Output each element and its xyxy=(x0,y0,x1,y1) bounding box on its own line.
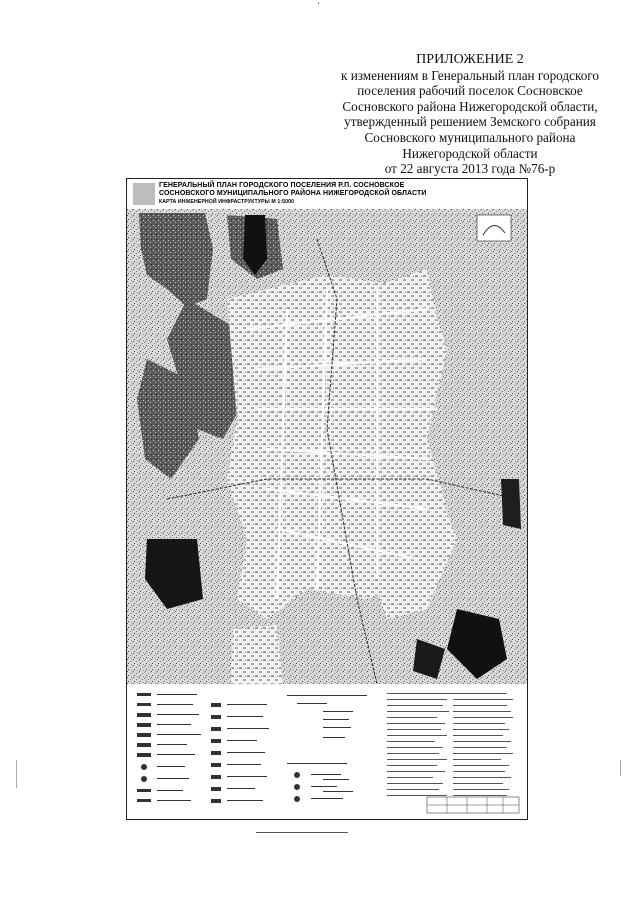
appendix-line-6: Нижегородской области xyxy=(402,145,538,161)
appendix-header xyxy=(320,52,620,177)
scan-mark xyxy=(16,760,17,788)
appendix-line-5: Сосновского муниципального района xyxy=(364,129,576,145)
scan-mark xyxy=(620,760,621,776)
map-title-line-2: СОСНОВСКОГО МУНИЦИПАЛЬНОГО РАЙОНА НИЖЕГОРОДСКОЙ ОБЛАСТИ xyxy=(159,190,427,198)
map-subtitle: КАРТА ИНЖЕНЕРНОЙ ИНФРАСТРУКТУРЫ М 1:5000 xyxy=(159,199,295,206)
appendix-date-line: от 22 августа 2013 года №76-р xyxy=(384,161,556,177)
appendix-line-1: к изменениям в Генеральный план городского xyxy=(341,67,599,83)
scan-mark xyxy=(318,2,319,4)
appendix-title: ПРИЛОЖЕНИЕ 2 xyxy=(416,52,524,67)
appendix-line-4: утвержденный решением Земского собрания xyxy=(344,114,596,130)
map-legend xyxy=(127,687,527,817)
appendix-line-3: Сосновского района Нижегородской области, xyxy=(342,98,598,114)
appendix-line-2: поселения рабочий поселок Сосновское xyxy=(357,83,583,99)
footer-rule xyxy=(256,832,348,833)
map-sheet xyxy=(126,178,528,820)
map-sheet-title xyxy=(159,182,459,207)
map-title-line-1: ГЕНЕРАЛЬНЫЙ ПЛАН ГОРОДСКОГО ПОСЕЛЕНИЯ Р.П. СОСНОВСКОЕ xyxy=(159,182,405,189)
